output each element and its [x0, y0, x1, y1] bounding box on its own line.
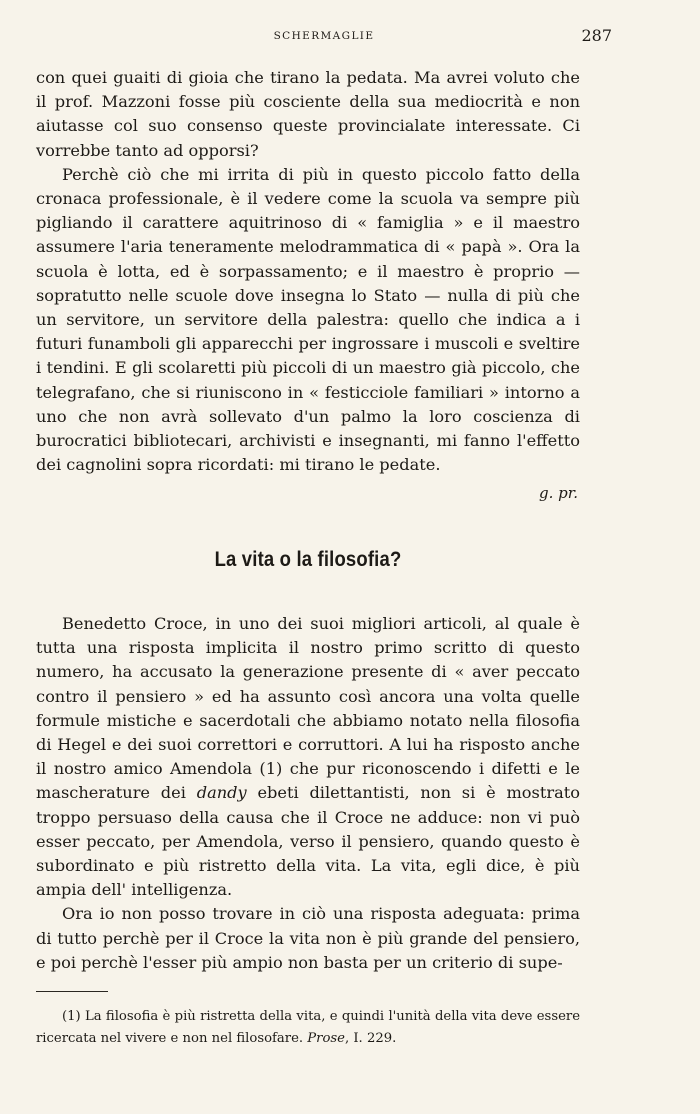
author-signature: g. pr.	[538, 484, 578, 502]
paragraph: con quei guaiti di gioia che tirano la pedata. Ma avrei voluto che il prof. Mazzoni fosse più cosciente della sua mediocrità e non aiutasse col suo consenso queste provincialate interessate. Ci vorrebbe tanto ad opporsi?	[36, 68, 580, 160]
paragraph-text: Benedetto Croce, in uno dei suoi migliori articoli, al quale è tutta una risposta implicita il nostro primo scritto di questo numero, ha accusato la generazione presente di « aver peccato contro il pensiero » ed ha assunto così ancora una volta quelle formule mistiche e sacerdotali che abbiamo notato nella filosofia di Hegel e dei suoi correttori e corruttori. A lui ha risposto anche il nostro amico Amendola (1) che pur riconoscendo i difetti e le mascherature dei	[36, 614, 580, 803]
paragraph-text: ebeti dilettantisti, non si è mostrato troppo persuaso della causa che il Croce ne adduce: non vi può esser peccato, per Amendola, verso il pensiero, quando questo è subordinato e più ristretto della vita. La vita, egli dice, è più ampia dell' intelligenza.	[36, 783, 580, 900]
footnote-body: (1) La filosofia è più ristretta della vita, e quindi l'unità della vita deve essere ricercata nel vivere e non nel filosofare.	[36, 1009, 580, 1046]
footnote-divider	[36, 991, 108, 992]
running-head	[36, 26, 612, 48]
footnote-source: Prose	[307, 1031, 345, 1046]
page-number: 287	[581, 26, 612, 45]
footnote	[36, 1006, 580, 1050]
article-schermaglie-text	[36, 66, 580, 477]
running-title: SCHERMAGLIE	[273, 30, 375, 42]
section-title: La vita o la filosofia?	[214, 548, 402, 571]
paragraph: Ora io non posso trovare in ciò una risposta adeguata: prima di tutto perchè per il Croce la vita non è più grande del pensiero, e poi perchè l'esser più ampio non basta per un criterio di supe-	[36, 904, 580, 972]
footnote-text	[36, 1006, 580, 1050]
article-vita-filosofia-text	[36, 612, 580, 975]
paragraph: Perchè ciò che mi irrita di più in questo piccolo fatto della cronaca professionale, è il vedere come la scuola va sempre più pigliando il carattere aquitrinoso di « famiglia » e il maestro assumere l'aria teneramente melodrammatica di « papà ». Ora la scuola è lotta, ed è sorpassamento; e il maestro è proprio — sopratutto nelle scuole dove insegna lo Stato — nulla di più che un servitore, un servitore della palestra: quello che indica a i futuri funamboli gli apparecchi per ingrossare i muscoli e sveltire i tendini. E gli scolaretti più piccoli di un maestro già piccolo, che telegrafano, che si riuniscono in « festicciole familiari » intorno a uno che non avrà sollevato d'un palmo la loro coscienza di burocratici bibliotecari, archivisti e insegnanti, mi fanno l'effetto dei cagnolini sopra ricordati: mi tirano le pedate.	[36, 164, 580, 475]
paragraph	[36, 612, 580, 902]
footnote-citation: , I. 229.	[344, 1031, 397, 1046]
italic-term: dandy	[196, 783, 247, 803]
